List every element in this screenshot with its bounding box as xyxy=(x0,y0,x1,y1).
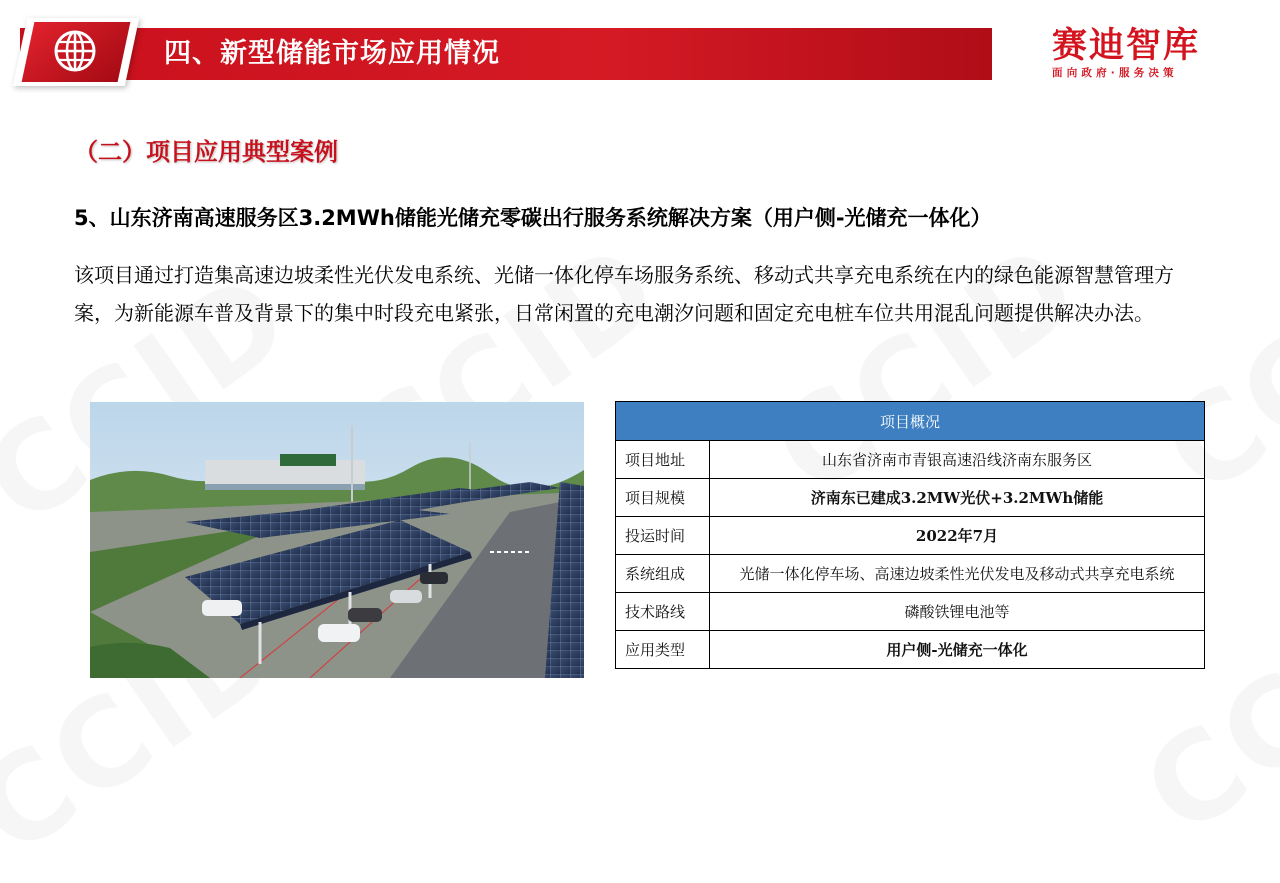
table-header: 项目概况 xyxy=(616,402,1205,441)
page-title: 四、新型储能市场应用情况 xyxy=(164,38,500,69)
project-overview-table xyxy=(615,401,1205,669)
row-label: 投运时间 xyxy=(616,517,710,555)
row-value: 济南东已建成3.2MW光伏+3.2MWh储能 xyxy=(710,479,1205,517)
table-row xyxy=(616,631,1205,669)
row-label: 技术路线 xyxy=(616,593,710,631)
row-value: 2022年7月 xyxy=(710,517,1205,555)
row-value: 光储一体化停车场、高速边坡柔性光伏发电及移动式共享充电系统 xyxy=(710,555,1205,593)
table-row xyxy=(616,517,1205,555)
globe-icon xyxy=(52,28,98,74)
solar-carport-photo xyxy=(90,402,584,678)
section-title: （二）项目应用典型案例 xyxy=(74,138,338,166)
row-label: 应用类型 xyxy=(616,631,710,669)
case-description: 该项目通过打造集高速边坡柔性光伏发电系统、光储一体化停车场服务系统、移动式共享充电系统在内的绿色能源智慧管理方案，为新能源车普及背景下的集中时段充电紧张，日常闲置的充电潮汐问题和固定充电桩车位共用混乱问题提供解决办法。 xyxy=(74,263,1174,325)
table-row xyxy=(616,555,1205,593)
brand-logo xyxy=(1052,26,1232,80)
table-row xyxy=(616,593,1205,631)
row-label: 项目地址 xyxy=(616,441,710,479)
row-value: 用户侧-光储充一体化 xyxy=(710,631,1205,669)
row-value: 磷酸铁锂电池等 xyxy=(710,593,1205,631)
row-value: 山东省济南市青银高速沿线济南东服务区 xyxy=(710,441,1205,479)
row-label: 系统组成 xyxy=(616,555,710,593)
row-label: 项目规模 xyxy=(616,479,710,517)
table-row xyxy=(616,479,1205,517)
case-title: 5、山东济南高速服务区3.2MWh储能光储充零碳出行服务系统解决方案（用户侧-光储充一体化） xyxy=(74,206,992,230)
brand-name: 赛迪智库 xyxy=(1052,26,1201,66)
table-row xyxy=(616,441,1205,479)
table-header-row xyxy=(616,402,1205,441)
brand-tagline: 面向政府·服务决策 xyxy=(1052,67,1178,79)
